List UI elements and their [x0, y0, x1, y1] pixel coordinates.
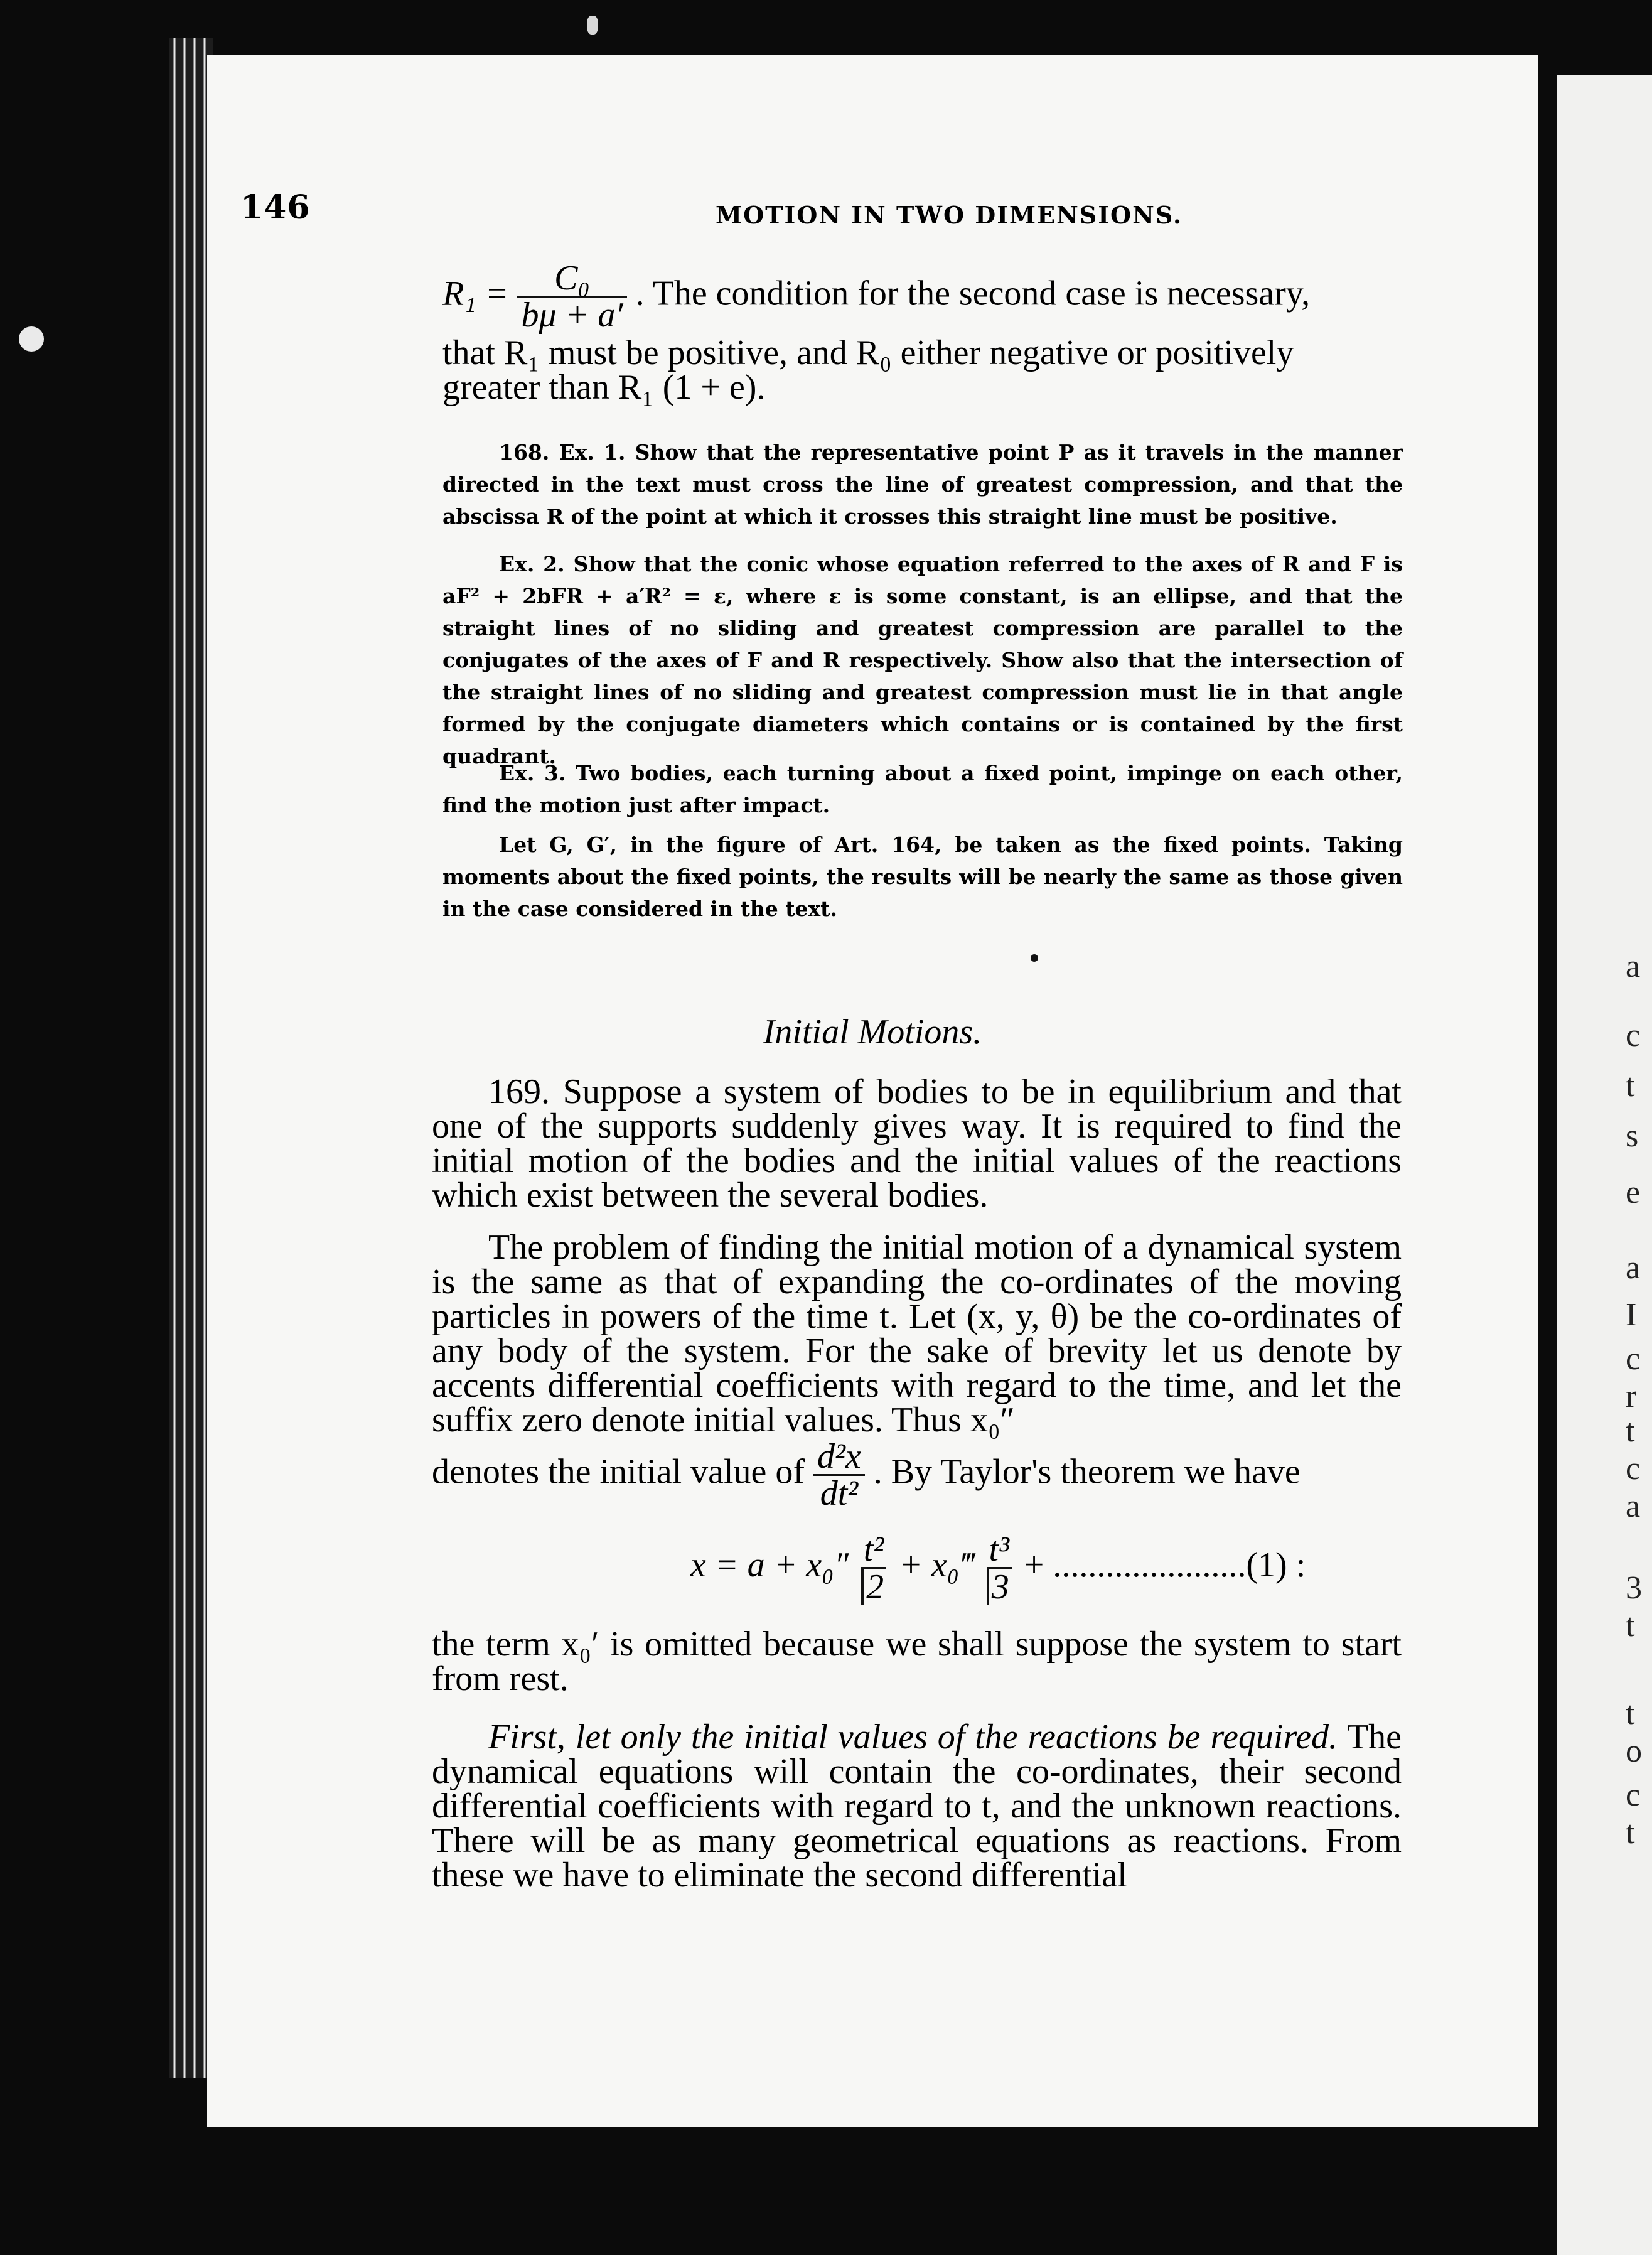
facing-page-fragment: t	[1626, 1068, 1635, 1104]
eq-t2: t²	[863, 1530, 884, 1569]
exercise-3-hint: Let G, G′, in the figure of Art. 164, be taken as the fixed points. Taking moments about the fixed points, the results will be nearly the same as those given in the case considered in the text.	[442, 832, 1403, 921]
facing-page-fragment: I	[1626, 1297, 1637, 1333]
top-line3: greater than R₁ (1 + e).	[442, 368, 766, 407]
eq-tail: + ......................(1) :	[1024, 1545, 1306, 1585]
eq-lhs: x = a + x₀″	[690, 1545, 849, 1585]
denotes-fraction	[813, 1439, 865, 1511]
formula-lhs: R₁ =	[442, 274, 509, 313]
facing-page-fragment: t	[1626, 1608, 1635, 1644]
eq-factorial-3: 3	[987, 1567, 1012, 1605]
eq-term3	[983, 1532, 1016, 1605]
facing-page-fragment: a	[1626, 1488, 1641, 1524]
formula-denominator: bμ + a′	[521, 296, 623, 335]
facing-page-fragment: c	[1626, 1341, 1641, 1377]
facing-page-fragment: t	[1626, 1413, 1635, 1449]
facing-page-fragment: e	[1626, 1175, 1641, 1210]
left-smudge	[19, 326, 44, 352]
page-number: 146	[240, 188, 311, 227]
exercise-2: Ex. 2. Show that the conic whose equation referred to the axes of R and F is aF² + 2bFR + a′R² = ε, where ε is some constant, is an ellipse, and that the straight lines of no sliding and greatest compression are parallel to the conjugates of the axes of F and R respectively. Show also that the intersection of the straight lines of no sliding and greatest compression must lie in that angle formed by the conjugate diameters which contains or is contained by the first quadrant.	[442, 552, 1403, 768]
facing-page-fragment: 3	[1626, 1570, 1642, 1606]
facing-page-fragment: c	[1626, 1777, 1641, 1813]
paragraph-problem: The problem of finding the initial motion of a dynamical system is the same as that of expanding the co-ordinates of the moving particles in powers of the time t. Let (x, y, θ) be the co-ordinates of any body of the system. For the sake of brevity let us denote by accents differential coefficients with regard to the time, and let the suffix zero denote initial values. Thus x₀″	[432, 1228, 1402, 1440]
eq-factorial-2: 2	[861, 1567, 886, 1605]
denotes-frac-denominator: dt²	[820, 1474, 859, 1513]
denotes-frac-numerator: d²x	[813, 1439, 865, 1476]
exercise-168: 168. Ex. 1. Show that the representative point P as it travels in the manner directed in the text must cross the line of greatest compression, and that the abscissa R of the point at which it crosses this straight line must be positive.	[442, 440, 1403, 529]
facing-page-fragment: s	[1626, 1118, 1639, 1154]
formula-line-text: . The condition for the second case is necessary,	[635, 274, 1311, 313]
formula-line	[442, 261, 1310, 333]
formula-fraction	[517, 261, 626, 333]
eq-t3: t³	[989, 1530, 1009, 1569]
top-smudge	[587, 16, 598, 35]
facing-page-fragment: a	[1626, 1250, 1641, 1286]
first-paragraph	[432, 1720, 1402, 1893]
facing-page-edge	[1557, 75, 1652, 2255]
facing-page-fragment: t	[1626, 1696, 1635, 1731]
paragraph-169: 169. Suppose a system of bodies to be in equilibrium and that one of the supports suddenly gives way. It is required to find the initial motion of the bodies and the initial values of the reactions which exist between the several bodies.	[432, 1072, 1402, 1215]
denotes-text: denotes the initial value of	[432, 1452, 805, 1492]
first-rest: The dynamical equations will contain the co-ordinates, their second differential coefficients with regard to t, and the unknown reactions. There will be as many geometrical equations as reactions. From these we have to eliminate the second differential	[432, 1718, 1402, 1895]
top-line2: that R₁ must be positive, and R₀ either negative or positively	[442, 333, 1294, 372]
facing-page-fragment: a	[1626, 949, 1641, 984]
formula-numerator: C₀	[517, 261, 626, 298]
facing-page-fragment: o	[1626, 1733, 1642, 1769]
section-title: Initial Motions.	[763, 1013, 982, 1052]
taylor-equation	[690, 1532, 1306, 1605]
denotes-line	[432, 1439, 1301, 1511]
running-title: MOTION IN TWO DIMENSIONS.	[716, 201, 1183, 229]
facing-page-fragment: r	[1626, 1379, 1637, 1414]
facing-page-fragment: c	[1626, 1451, 1641, 1487]
exercise-3: Ex. 3. Two bodies, each turning about a fixed point, impinge on each other, find the motion just after impact.	[442, 761, 1403, 817]
facing-page-fragment: t	[1626, 1815, 1635, 1851]
facing-page-fragment: c	[1626, 1018, 1641, 1053]
separator-dot	[1031, 954, 1038, 962]
after-equation-text: the term x₀′ is omitted because we shall suppose the system to start from rest.	[432, 1625, 1402, 1698]
eq-mid: + x₀‴	[899, 1545, 974, 1585]
eq-term2	[857, 1532, 890, 1605]
taylor-text: . By Taylor's theorem we have	[873, 1452, 1301, 1492]
first-italic: First, let only the initial values of the reactions be required.	[488, 1718, 1338, 1757]
